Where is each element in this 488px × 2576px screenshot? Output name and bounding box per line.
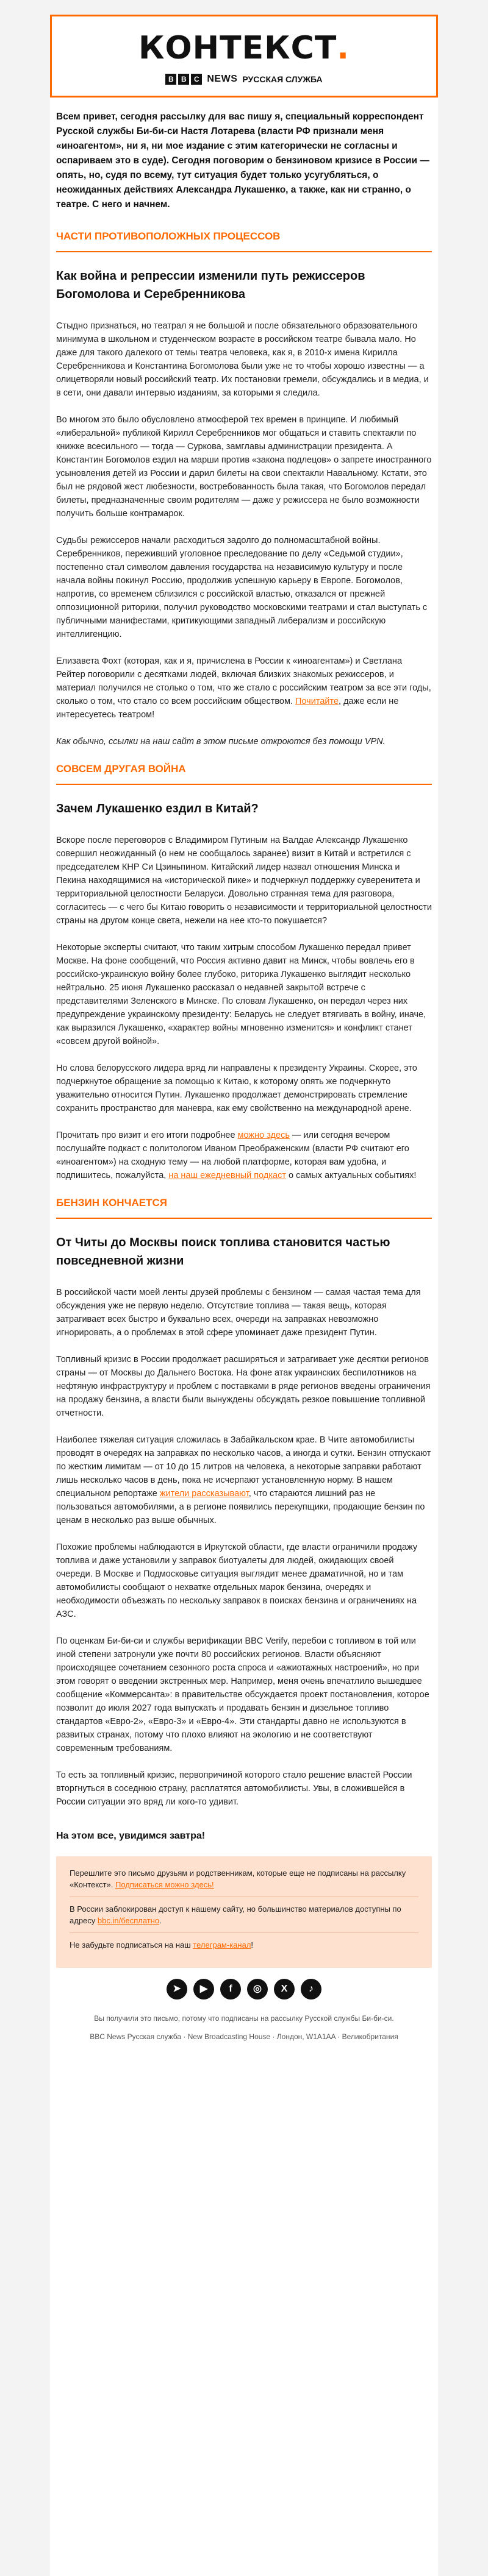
- section-divider: [56, 1218, 432, 1219]
- vpn-note: Как обычно, ссылки на наш сайт в этом письме откроются без помощи VPN.: [56, 737, 386, 747]
- service-subtitle: РУССКАЯ СЛУЖБА: [242, 74, 323, 84]
- paragraph: [56, 655, 432, 722]
- newsletter-header: [50, 15, 438, 98]
- newsletter-body: [50, 110, 438, 2042]
- paragraph: По оценкам Би-би-си и службы верификации BBC Verify, перебои с топливом в той или иной степени затронули уже почти 80 российских регионов. Власти объясняют происходящее сочетанием сезонного роста спроса и «ажиотажных настроений», но при этом говорят о введении экстренных мер. Например, меня очень впечатлило вышедшее сообщение «Коммерсанта»: в правительстве обсуждается проект постановления, которое позволит до июля 2027 года выпускать и продавать бензин и дизельное топливо стандартов «Евро-2», «Евро-3» и «Евро-4». Эти стандарты давно не используются в развитых странах, потому что плохо влияют на экологию и не соответствуют современным требованиям.: [56, 1636, 429, 1753]
- section-divider: [56, 251, 432, 252]
- logo-text: КОНТЕКСТ: [138, 30, 337, 66]
- paragraph-text: — или сегодня вечером послушайте подкаст с политологом Иваном Преображенским (власти РФ считают его «иноагентом») на сходную тему — на любой платформе, которая вам удобна, и подпишитесь, пожалуйста,: [56, 1130, 409, 1180]
- section-divider: [56, 784, 432, 785]
- footer-line: [70, 1939, 418, 1951]
- footer-divider: [70, 1932, 418, 1933]
- podcast-link[interactable]: на наш ежедневный подкаст: [168, 1171, 286, 1180]
- visit-article-link[interactable]: можно здесь: [237, 1130, 290, 1140]
- footer-text: !: [251, 1940, 254, 1950]
- paragraph: Вскоре после переговоров с Владимиром Путиным на Валдае Александр Лукашенко совершил неожиданный (о нем не сообщалось заранее) визит в Китай и встретился с председателем КНР Си Цзиньпином. Китайский лидер назвал отношения Минска и Пекина находящимися на «исторической пике» и подчеркнул поддержку суверенитета и территориальной целостности Беларуси. Довольно странная тема для разговора, согласитесь — с чего бы Китаю говорить о независимости и территориальной целостности страны на другом конце света, нежели на нее кто-то покушается?: [56, 836, 432, 926]
- paragraph: Топливный кризис в России продолжает расширяться и затрагивает уже десятки регионов страны — от Москвы до Дальнего Востока. На фоне атак украинских беспилотников на нефтяную инфраструктуру и проблем с поставками в ряде регионов введены ограничения на продажу бензина, а власти были вынуждены обсуждать резкое повышение топливной отчетности.: [56, 1355, 431, 1418]
- paragraph: То есть за топливный кризис, первопричиной которого стало решение властей России вторгнуться в соседнюю страну, расплатятся автомобилисты. Увы, в сложившейся в России ситуации это вряд ли кого-то удивит.: [56, 1770, 412, 1807]
- paragraph-text: Прочитать про визит и его итоги подробнее: [56, 1130, 238, 1140]
- paragraph-text: , даже если не интересуетесь театром!: [56, 697, 399, 720]
- postal-address: BBC News Русская служба · New Broadcasting House · Лондон, W1A1AA · Великобритания: [90, 2032, 398, 2041]
- paragraph-text: Наиболее тяжелая ситуация сложилась в Забайкальском крае. В Чите автомобилисты проводят в очередях на заправках по несколько часов, а иногда и сутки. Бензин отпускают по жестким лимитам — от 10 до 15 литров на человека, а некоторые заправки работают лишь несколько часов в день, пока не исчерпают установленную норму. В нашем специальном репортаже: [56, 1435, 431, 1499]
- section-label: ЧАСТИ ПРОТИВОПОЛОЖНЫХ ПРОЦЕССОВ: [56, 230, 281, 242]
- instagram-icon[interactable]: ◎: [247, 1979, 268, 1999]
- paragraph-text: о самых актуальных событиях!: [285, 1171, 417, 1180]
- paragraph-text: Елизавета Фохт (которая, как и я, причислена в России к «иноагентам») и Светлана Рейтер поговорили с десятками людей, включая близких знакомых режиссеров, и материал получился не столько о том, что же стало с российским театром за все эти годы, сколько о том, что стало со всем российским обществом.: [56, 656, 431, 706]
- facebook-icon[interactable]: f: [220, 1979, 241, 1999]
- telegram-icon[interactable]: ➤: [167, 1979, 187, 1999]
- paragraph: [56, 1129, 432, 1182]
- footer-text: Не забудьте подписаться на наш: [70, 1940, 193, 1950]
- bbc-service-brand: [52, 74, 436, 85]
- paragraph: Но слова белорусского лидера вряд ли направлены к президенту Украины. Скорее, это подчеркнутое обращение за помощью к Китаю, к которому опять же подчеркнуто уважительно относится Путин. Лукашенко продолжает демонстрировать стремление сохранить пространство для маневра, как ему свойственно на международной арене.: [56, 1063, 417, 1113]
- report-link[interactable]: жители рассказывают: [159, 1489, 249, 1499]
- footer-info-box: [56, 1856, 432, 1968]
- paragraph: Похожие проблемы наблюдаются в Иркутской области, где власти ограничили продажу топлива и даже установили у заправок биотуалеты для людей, ожидающих своей очереди. В Москве и Подмосковье ситуация выглядит менее драматичной, но и там автомобилисты сообщают о нехватке отдельных марок бензина, очередях и необходимости объезжать по нескольку заправок в поисках бензина и ограничениях на АЗС.: [56, 1542, 418, 1619]
- intro-paragraph: Всем привет, сегодня рассылку для вас пишу я, специальный корреспондент Русской службы Би-би-си Настя Лотарева (власти РФ признали меня «иноагентом», ни я, ни мое издание с этим категорически не согласны и оспариваем это в суде). Сегодня поговорим о бензиновом кризисе в России — опять, но, судя по всему, тут ситуация будет только усугубляться, о неожиданных действиях Александра Лукашенко, а также, как ни странно, о театре. С него и начнем.: [56, 112, 429, 210]
- footer-text: Перешлите это письмо друзьям и родственникам, которые еще не подписаны на рассылку «Контекст».: [70, 1868, 406, 1889]
- section-label: СОВСЕМ ДРУГАЯ ВОЙНА: [56, 763, 186, 775]
- footer-text: В России заблокирован доступ к нашему сайту, но большинство материалов доступны по адресу: [70, 1904, 401, 1925]
- social-links: [56, 1979, 432, 1999]
- paragraph-text: , что стараются лишний раз не пользоваться автомобилями, а в регионе появились перекупщики, продающие бензин по ценам в несколько раз выше обычных.: [56, 1489, 425, 1525]
- paragraph: Некоторые эксперты считают, что таким хитрым способом Лукашенко передал привет Москве. На фоне сообщений, что Россия активно давит на Минск, чтобы вовлечь его в российско-украинскую войну более глубоко, риторика Лукашенко выглядит несколько нейтрально. 25 июня Лукашенко рассказал о недавней закрытой встрече с представителями Зеленского в Минске. По словам Лукашенко, он передал через них предупреждение украинскому президенту: Беларусь не следует втягивать в войну, иначе, как выразился Лукашенко, «характер войны мгновенно изменится» и конфликт станет «совсем другой войной».: [56, 943, 426, 1046]
- tiktok-icon[interactable]: ♪: [301, 1979, 321, 1999]
- telegram-channel-link[interactable]: телеграм-канал: [193, 1940, 251, 1950]
- newsletter: [50, 15, 438, 2576]
- mirror-site-link[interactable]: bbc.in/бесплатно: [97, 1916, 160, 1925]
- bbc-letter: C: [191, 74, 202, 85]
- section-label: БЕНЗИН КОНЧАЕТСЯ: [56, 1197, 168, 1208]
- section-title: От Читы до Москвы поиск топлива становится частью повседневной жизни: [56, 1236, 390, 1268]
- section-title: Как война и репрессии изменили путь режиссеров Богомолова и Серебренникова: [56, 269, 365, 301]
- kontekst-logo[interactable]: [52, 30, 436, 66]
- paragraph: Стыдно признаться, но театрал я не большой и после обязательного образовательного минимума в школьном и студенческом возрасте в российском театре бывала мало. Но даже для такого далекого от темы театра человека, как я, в 2010-х имена Кирилла Серебренникова и Константина Богомолова были уже не то чтобы хорошо известны — а олицетворяли новый российский театр. Их постановки гремели, обсуждались и в медиа, и в сети, они давали интервью изданиям, за которыми я следила.: [56, 321, 429, 398]
- paragraph: Во многом это было обусловлено атмосферой тех времен в принципе. И любимый «либеральной» публикой Кирилл Серебренников мог общаться и ставить спектакли по книжке всесильного — тогда — Суркова, замглавы администрации президента. А Константин Богомолов ездил на марши против «закона подлецов» о запрете иностранного усыновления детей из России и дарил билеты на свои спектакли Навальному. Кстати, это был не рядовой жест любезности, востребованность была такая, что Богомолов передал билеты, предназначенные своим родителям — даже у режиссера не было возможности получить больше контрамарок.: [56, 415, 432, 519]
- read-article-link[interactable]: Почитайте: [295, 697, 339, 706]
- footer-line: [70, 1903, 418, 1926]
- footer-text: .: [159, 1916, 162, 1925]
- bbc-letter: B: [178, 74, 189, 85]
- bbc-logo-icon: [165, 74, 202, 85]
- subscription-notice: Вы получили это письмо, потому что подписаны на рассылку Русской службы Би-би-си.: [94, 2014, 394, 2023]
- x-icon[interactable]: X: [274, 1979, 295, 1999]
- service-name: NEWS: [207, 74, 238, 84]
- paragraph: [56, 1433, 432, 1527]
- paragraph: Судьбы режиссеров начали расходиться задолго до полномасштабной войны. Серебренников, переживший уголовное преследование по делу «Седьмой студии», постепенно стал символом давления государства на независимую культуру и после начала войны покинул Россию, продолжив успешную карьеру в Европе. Богомолов, напротив, со временем сблизился с российской властью, отказался от прежней оппозиционной риторики, получил руководство московскими театрами и стал выступать с публичными манифестами, критикующими западный либерализм и российскую интеллигенцию.: [56, 536, 428, 639]
- section-title: Зачем Лукашенко ездил в Китай?: [56, 802, 259, 815]
- logo-dot: .: [337, 30, 350, 66]
- closing-line: На этом все, увидимся завтра!: [56, 1831, 206, 1841]
- subscribe-link[interactable]: Подписаться можно здесь!: [115, 1880, 214, 1889]
- youtube-icon[interactable]: ▶: [193, 1979, 214, 1999]
- paragraph: В российской части моей ленты друзей проблемы с бензином — самая частая тема для обсуждения уже не первую неделю. Отсутствие топлива — такая вещь, которая затрагивает всех быстро и буквально всех, очереди на заправках невозможно игнорировать, а о проблемах в этой сфере упоминает даже президент Путин.: [56, 1288, 421, 1338]
- footer-line: [70, 1867, 418, 1890]
- bbc-letter: B: [165, 74, 176, 85]
